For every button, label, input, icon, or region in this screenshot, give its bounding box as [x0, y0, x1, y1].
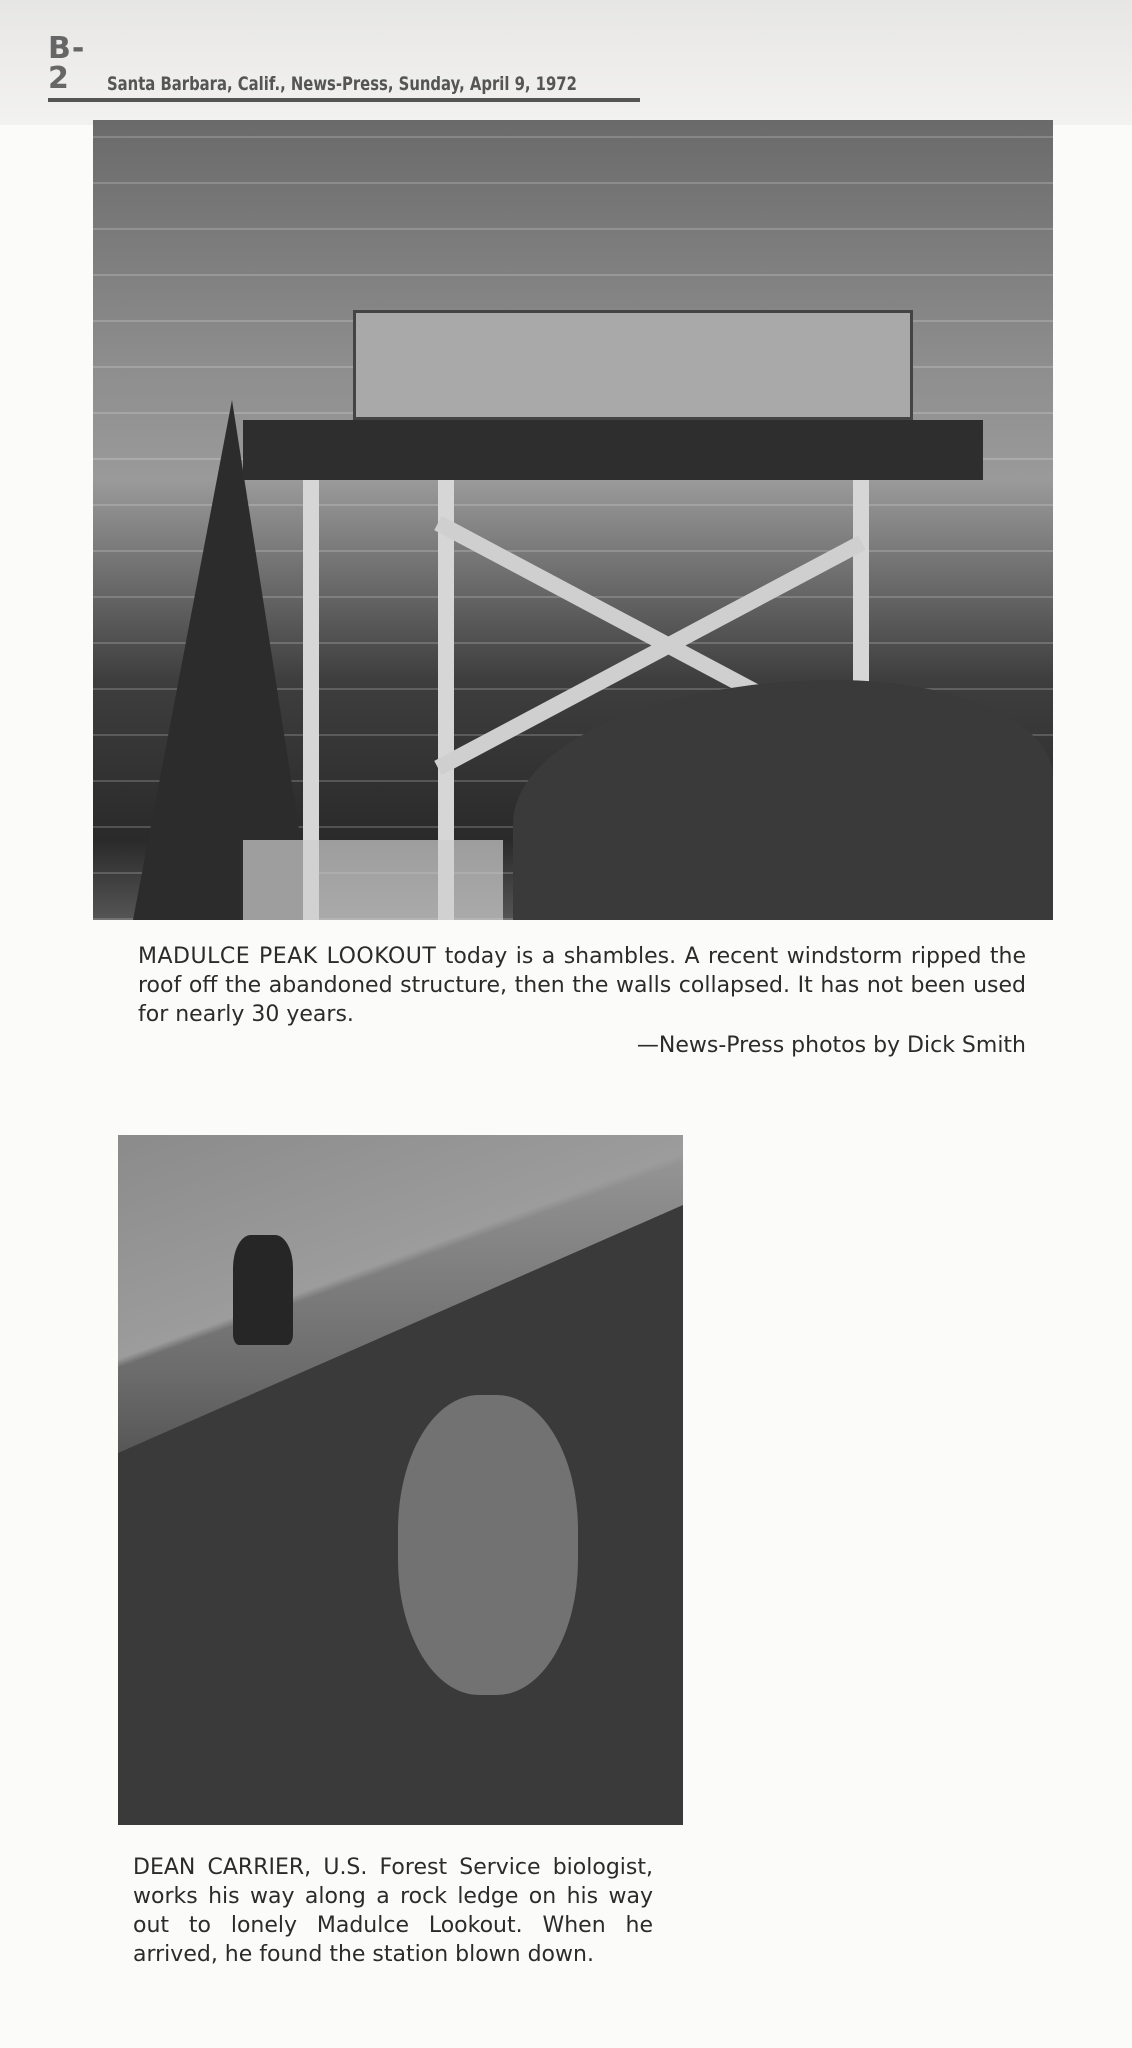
tower-deck-shape [243, 420, 983, 480]
photo-credit: —News-Press photos by Dick Smith [636, 1033, 1026, 1058]
brush-shape [513, 680, 1053, 920]
page-number: B-2 [48, 31, 86, 96]
caption-body: today is a shambles. A recent windstorm ripped the roof off the abandoned structure, then the walls collapsed. It has not been used for nearly 30 years. [138, 944, 1026, 1027]
caption-lead: MADULCE PEAK LOOKOUT [138, 944, 437, 969]
caption-lead: DEAN CARRIER, [133, 1855, 312, 1880]
rock-highlight-shape [398, 1395, 578, 1695]
rock-ledge-photo [118, 1135, 683, 1825]
hiker-figure [233, 1235, 293, 1345]
caption-body: U.S. Forest Service biologist, works his way along a rock ledge on his way out to lonely Madulce Lookout. When he arrived, he found the station blown down. [133, 1855, 653, 1967]
newspaper-masthead [48, 31, 640, 102]
dateline: Santa Barbara, Calif., News-Press, Sunday, April 9, 1972 [107, 73, 578, 95]
lookout-tower-photo [93, 120, 1053, 920]
photo-caption-lookout [138, 942, 1026, 1060]
ground-shape [243, 840, 503, 920]
photo-caption-carrier [133, 1853, 653, 1969]
tower-cab-shape [353, 310, 913, 420]
